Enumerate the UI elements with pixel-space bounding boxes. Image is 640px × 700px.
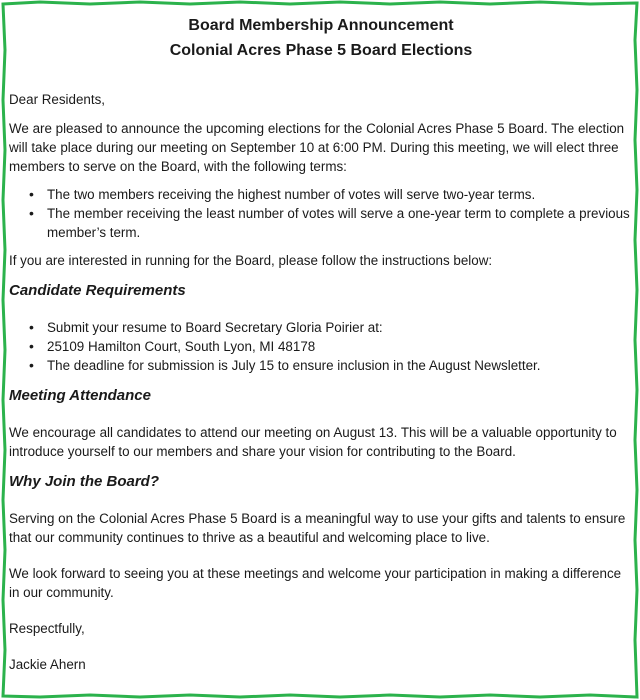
title-line-2: Colonial Acres Phase 5 Board Elections [169,42,473,59]
announcement-document [9,12,633,674]
terms-list [9,185,633,242]
list-item: • The two members receiving the highest number of votes will serve two-year terms. [9,185,633,204]
closing-paragraph: We look forward to seeing you at these meetings and welcome your participation in making a difference in our community. [9,566,622,600]
meeting-attendance-heading: Meeting Attendance [9,387,151,404]
why-join-paragraph: Serving on the Colonial Acres Phase 5 Board is a meaningful way to use your gifts and talents to ensure that our community continues to thrive as a beautiful and welcoming place to live. [9,511,626,545]
candidate-requirements-heading: Candidate Requirements [9,282,186,299]
list-item: • The deadline for submission is July 15 to ensure inclusion in the August Newsletter. [9,356,633,375]
requirements-list [9,318,633,375]
signature: Jackie Ahern [9,657,86,672]
list-item: • 25109 Hamilton Court, South Lyon, MI 48178 [9,337,633,356]
intro-paragraph: We are pleased to announce the upcoming elections for the Colonial Acres Phase 5 Board. The election will take place during our meeting on September 10 at 6:00 PM. During this meeting, we will elect three members to serve on the Board, with the following terms: [9,121,625,174]
attendance-paragraph: We encourage all candidates to attend our meeting on August 13. This will be a valuable opportunity to introduce yourself to our members and share your vision for contributing to the Board. [9,425,617,459]
why-join-heading: Why Join the Board? [9,473,159,490]
list-item: • Submit your resume to Board Secretary Gloria Poirier at: [9,318,633,337]
title-line-1: Board Membership Announcement [188,17,454,34]
instructions-paragraph: If you are interested in running for the Board, please follow the instructions below: [9,253,493,268]
salutation: Dear Residents, [9,92,106,107]
signoff: Respectfully, [9,621,85,636]
list-item: • The member receiving the least number of votes will serve a one-year term to complete a previous member’s term. [9,204,633,242]
